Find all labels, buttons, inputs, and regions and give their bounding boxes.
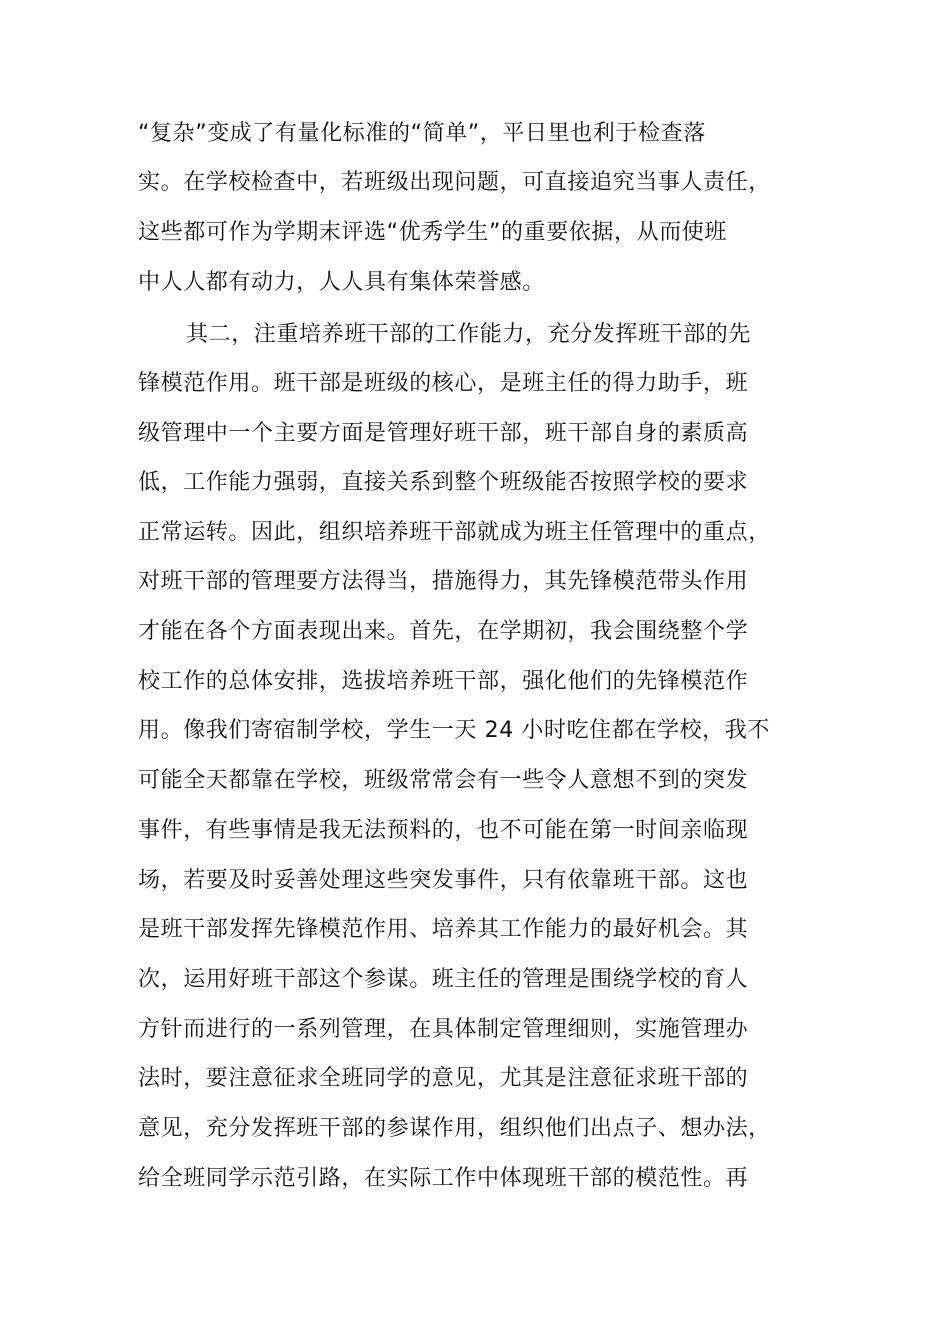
text-line: 事件，有些事情是我无法预料的，也不可能在第一时间亲临现 bbox=[138, 818, 749, 843]
text-line: “复杂”变成了有量化标准的“简单”，平日里也利于检查落 bbox=[138, 121, 706, 146]
text-line: 锋模范作用。班干部是班级的核心，是班主任的得力助手，班 bbox=[138, 371, 749, 396]
text-line: 给全班同学示范引路，在实际工作中体现班干部的模范性。再 bbox=[138, 1166, 749, 1191]
text-line: 实。在学校检查中，若班级出现问题，可直接追究当事人责任， bbox=[138, 170, 771, 195]
text-line: 正常运转。因此，组织培养班干部就成为班主任管理中的重点， bbox=[138, 520, 771, 545]
text-line: 用。像我们寄宿制学校，学生一天 24 小时吃住都在学校，我不 bbox=[138, 718, 770, 743]
text-line: 级管理中一个主要方面是管理好班干部，班干部自身的素质高 bbox=[138, 421, 749, 446]
text-line: 可能全天都靠在学校，班级常常会有一些令人意想不到的突发 bbox=[138, 768, 749, 793]
text-line: 低，工作能力强弱，直接关系到整个班级能否按照学校的要求 bbox=[138, 470, 749, 495]
text-line: 次，运用好班干部这个参谋。班主任的管理是围绕学校的育人 bbox=[138, 967, 749, 992]
text-line: 法时，要注意征求全班同学的意见，尤其是注意征求班干部的 bbox=[138, 1066, 749, 1091]
paragraph-first-line: 其二，注重培养班干部的工作能力，充分发挥班干部的先 bbox=[186, 322, 752, 347]
text-line: 对班干部的管理要方法得当，措施得力，其先锋模范带头作用 bbox=[138, 569, 749, 594]
text-line: 意见，充分发挥班干部的参谋作用，组织他们出点子、想办法， bbox=[138, 1116, 771, 1141]
text-line: 场，若要及时妥善处理这些突发事件，只有依靠班干部。这也 bbox=[138, 868, 749, 893]
text-line: 方针而进行的一系列管理，在具体制定管理细则，实施管理办 bbox=[138, 1017, 749, 1042]
text-line: 校工作的总体安排，选拔培养班干部，强化他们的先锋模范作 bbox=[138, 669, 749, 694]
text-line: 这些都可作为学期末评选“优秀学生”的重要依据，从而使班 bbox=[138, 220, 727, 245]
text-line: 是班干部发挥先锋模范作用、培养其工作能力的最好机会。其 bbox=[138, 917, 749, 942]
text-line: 才能在各个方面表现出来。首先，在学期初，我会围绕整个学 bbox=[138, 619, 749, 644]
text-line: 中人人都有动力，人人具有集体荣誉感。 bbox=[138, 270, 545, 295]
